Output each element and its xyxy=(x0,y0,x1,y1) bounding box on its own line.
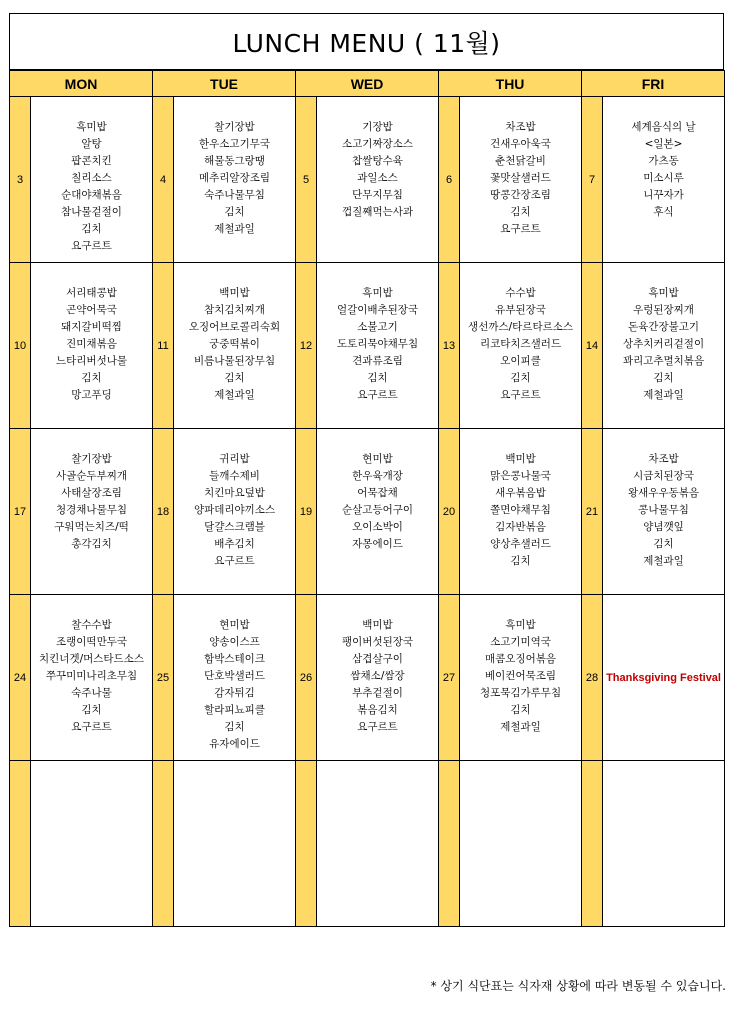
menu-item: 차조밥 xyxy=(648,453,679,465)
menu-calendar xyxy=(9,70,725,927)
menu-item: 왕새우우동볶음 xyxy=(628,487,700,499)
menu-item: 곤약어묵국 xyxy=(66,304,117,316)
menu-cell xyxy=(317,429,439,595)
menu-item-list xyxy=(174,595,295,753)
date-cell: 6 xyxy=(439,97,460,263)
menu-item: 자몽에이드 xyxy=(352,538,403,550)
menu-item: 요구르트 xyxy=(71,240,112,252)
menu-item: 차조밥 xyxy=(505,121,536,133)
menu-item: 백미밥 xyxy=(505,453,536,465)
menu-item: 메추리알장조림 xyxy=(199,172,271,184)
menu-item: 요구르트 xyxy=(500,223,541,235)
menu-item: 새우볶음밥 xyxy=(495,487,546,499)
menu-item: 춘천닭갈비 xyxy=(495,155,546,167)
menu-item: 청경채나물무침 xyxy=(56,504,128,516)
date-cell: 10 xyxy=(10,263,31,429)
menu-item: 후식 xyxy=(653,206,674,218)
menu-cell xyxy=(603,761,725,927)
menu-item: 꽃맛살샐러드 xyxy=(490,172,551,184)
menu-item: 콩나물무침 xyxy=(638,504,689,516)
menu-item: 오이소박이 xyxy=(352,521,403,533)
menu-item: 김치 xyxy=(510,555,531,567)
date-cell: 18 xyxy=(153,429,174,595)
menu-item-list xyxy=(460,761,581,783)
menu-item: 오징어브로콜리숙회 xyxy=(188,321,281,333)
menu-item: 양념깻잎 xyxy=(643,521,684,533)
menu-item: 사골순두부찌개 xyxy=(56,470,128,482)
menu-item: 시금치된장국 xyxy=(633,470,694,482)
weekday-header: WED xyxy=(296,71,439,97)
menu-item-list xyxy=(460,595,581,736)
menu-item: 쌈채소/쌈장 xyxy=(350,670,405,682)
menu-item: 매콤오징어볶음 xyxy=(485,653,557,665)
menu-item: 김치 xyxy=(81,704,102,716)
menu-cell xyxy=(317,263,439,429)
menu-item: 흑미밥 xyxy=(76,121,107,133)
date-cell: 20 xyxy=(439,429,460,595)
menu-cell xyxy=(174,429,296,595)
menu-item: 숙주나물무침 xyxy=(204,189,265,201)
menu-item-list xyxy=(317,97,438,221)
menu-item: 김치 xyxy=(81,372,102,384)
menu-item: 세계음식의 날 xyxy=(631,121,696,133)
menu-item-list xyxy=(603,97,724,221)
menu-item: 김치 xyxy=(224,721,245,733)
date-cell xyxy=(153,761,174,927)
menu-item: 배추김치 xyxy=(214,538,255,550)
menu-item: 니꾸자가 xyxy=(643,189,684,201)
menu-item: 베이컨어묵조림 xyxy=(485,670,557,682)
menu-item: 제철과일 xyxy=(500,721,541,733)
date-cell: 13 xyxy=(439,263,460,429)
menu-item: 오이피클 xyxy=(500,355,541,367)
menu-item: 단무지무침 xyxy=(352,189,403,201)
menu-item: 껍질째먹는사과 xyxy=(342,206,414,218)
menu-item: 단호박샐러드 xyxy=(204,670,265,682)
menu-item: 비름나물된장무침 xyxy=(193,355,276,367)
menu-item: 기장밥 xyxy=(362,121,393,133)
menu-item: 김치 xyxy=(510,704,531,716)
menu-item: 김치 xyxy=(81,223,102,235)
menu-cell xyxy=(603,97,725,263)
menu-cell xyxy=(460,97,582,263)
date-cell: 12 xyxy=(296,263,317,429)
menu-cell xyxy=(460,761,582,927)
menu-cell xyxy=(174,761,296,927)
menu-item-list xyxy=(460,97,581,238)
menu-item: 궁중떡볶이 xyxy=(209,338,260,350)
date-cell xyxy=(296,761,317,927)
menu-item: 요구르트 xyxy=(71,721,112,733)
menu-item-list xyxy=(31,263,152,404)
menu-title: LUNCH MENU ( 11월) xyxy=(9,13,724,70)
date-cell: 5 xyxy=(296,97,317,263)
weekday-header: FRI xyxy=(582,71,725,97)
menu-item: 제철과일 xyxy=(214,389,255,401)
menu-item-list xyxy=(174,761,295,783)
menu-item: 우렁된장찌개 xyxy=(633,304,694,316)
menu-item: 미소시루 xyxy=(643,172,684,184)
date-cell: 17 xyxy=(10,429,31,595)
menu-cell xyxy=(317,97,439,263)
menu-item: 찰기장밥 xyxy=(71,453,112,465)
menu-item: 현미밥 xyxy=(219,619,250,631)
menu-item: 알탕 xyxy=(81,138,102,150)
menu-item-list xyxy=(603,761,724,783)
menu-item-list xyxy=(31,429,152,553)
menu-item: 어묵잡채 xyxy=(357,487,398,499)
menu-item: 소불고기 xyxy=(357,321,398,333)
menu-item-list xyxy=(317,429,438,553)
menu-item: 김치 xyxy=(367,372,388,384)
menu-item: 감자튀김 xyxy=(214,687,255,699)
menu-item: 숙주나물 xyxy=(71,687,112,699)
menu-item: 칠리소스 xyxy=(71,172,112,184)
menu-item: 가츠동 xyxy=(648,155,679,167)
menu-item: 팝콘치킨 xyxy=(71,155,112,167)
menu-item: 해물동그랑땡 xyxy=(204,155,265,167)
menu-item-list xyxy=(317,761,438,783)
menu-item-list xyxy=(31,97,152,255)
menu-item: 구워먹는치즈/떡 xyxy=(54,521,129,533)
date-cell xyxy=(582,761,603,927)
menu-cell xyxy=(174,595,296,761)
menu-item: 들깨수제비 xyxy=(209,470,260,482)
menu-item: 유부된장국 xyxy=(495,304,546,316)
date-cell: 4 xyxy=(153,97,174,263)
menu-item: 제철과일 xyxy=(643,389,684,401)
menu-item: 쫄면야채무침 xyxy=(490,504,551,516)
week-row xyxy=(10,429,725,595)
menu-item: 팽이버섯된장국 xyxy=(342,636,414,648)
menu-item: 양상추샐러드 xyxy=(490,538,551,550)
date-cell xyxy=(439,761,460,927)
menu-item-list xyxy=(460,263,581,404)
menu-item: 달걀스크램블 xyxy=(204,521,265,533)
menu-cell xyxy=(31,595,153,761)
menu-cell xyxy=(603,263,725,429)
menu-item-list xyxy=(31,761,152,783)
week-row xyxy=(10,595,725,761)
menu-item: 청포묵김가루무침 xyxy=(479,687,562,699)
menu-item: 요구르트 xyxy=(357,389,398,401)
menu-item: 흑미밥 xyxy=(648,287,679,299)
menu-item: 함박스테이크 xyxy=(204,653,265,665)
date-cell: 24 xyxy=(10,595,31,761)
menu-item: 사태살장조림 xyxy=(61,487,122,499)
menu-item: 참치김치찌개 xyxy=(204,304,265,316)
weekday-header: TUE xyxy=(153,71,296,97)
menu-item: 맑은콩나물국 xyxy=(490,470,551,482)
menu-item: 한우육개장 xyxy=(352,470,403,482)
menu-item: 요구르트 xyxy=(357,721,398,733)
menu-item: 도토리묵야채무침 xyxy=(336,338,419,350)
menu-item: 양송이스프 xyxy=(209,636,260,648)
menu-cell xyxy=(31,263,153,429)
menu-item: 수수밥 xyxy=(505,287,536,299)
menu-item: 요구르트 xyxy=(500,389,541,401)
menu-item: 얼갈이배추된장국 xyxy=(336,304,419,316)
menu-cell xyxy=(317,595,439,761)
menu-item: 부추겉절이 xyxy=(352,687,403,699)
menu-item: 요구르트 xyxy=(214,555,255,567)
menu-item: 김치 xyxy=(653,372,674,384)
footnote: * 상기 식단표는 식자재 상황에 따라 변동될 수 있습니다. xyxy=(430,979,726,993)
menu-item: 진미채볶음 xyxy=(66,338,117,350)
menu-item: 소고기미역국 xyxy=(490,636,551,648)
date-cell: 26 xyxy=(296,595,317,761)
menu-cell xyxy=(603,429,725,595)
date-cell: 21 xyxy=(582,429,603,595)
menu-cell xyxy=(603,595,725,761)
menu-item: 생선까스/타르타르소스 xyxy=(468,321,574,333)
menu-item: 현미밥 xyxy=(362,453,393,465)
menu-item: 돈육간장불고기 xyxy=(628,321,700,333)
menu-item: 흑미밥 xyxy=(505,619,536,631)
menu-cell xyxy=(460,429,582,595)
menu-item: 참나물겉절이 xyxy=(61,206,122,218)
menu-item: 돼지갈비떡찜 xyxy=(61,321,122,333)
menu-item-list xyxy=(31,595,152,736)
menu-cell xyxy=(174,263,296,429)
menu-item: 제철과일 xyxy=(214,223,255,235)
menu-item: 느타리버섯나물 xyxy=(56,355,128,367)
menu-item: 볶음김치 xyxy=(357,704,398,716)
menu-cell xyxy=(31,429,153,595)
menu-item: 김치 xyxy=(510,206,531,218)
menu-cell xyxy=(460,595,582,761)
menu-item: 백미밥 xyxy=(219,287,250,299)
date-cell: 27 xyxy=(439,595,460,761)
menu-item: 김치 xyxy=(224,206,245,218)
date-cell: 19 xyxy=(296,429,317,595)
menu-item: 제철과일 xyxy=(643,555,684,567)
menu-item: 찰기장밥 xyxy=(214,121,255,133)
menu-sheet xyxy=(9,13,724,927)
special-event-label: Thanksgiving Festival xyxy=(606,671,721,684)
date-cell xyxy=(10,761,31,927)
date-cell: 11 xyxy=(153,263,174,429)
menu-item: 견과류조림 xyxy=(352,355,403,367)
menu-item: 리코타치즈샐러드 xyxy=(479,338,562,350)
menu-cell xyxy=(31,97,153,263)
date-cell: 7 xyxy=(582,97,603,263)
menu-item: 꽈리고추멸치볶음 xyxy=(622,355,705,367)
date-cell: 28 xyxy=(582,595,603,761)
menu-cell xyxy=(174,97,296,263)
menu-item: 쭈꾸미미나리초무침 xyxy=(45,670,138,682)
menu-item: 총각김치 xyxy=(71,538,112,550)
menu-cell xyxy=(460,263,582,429)
menu-item: 서리태콩밥 xyxy=(66,287,117,299)
menu-item: 찰수수밥 xyxy=(71,619,112,631)
menu-item: 양파데리야끼소스 xyxy=(193,504,276,516)
menu-item: 김자반볶음 xyxy=(495,521,546,533)
menu-item-list xyxy=(317,263,438,404)
menu-item: 김치 xyxy=(224,372,245,384)
week-row xyxy=(10,97,725,263)
menu-item: 순대야채볶음 xyxy=(61,189,122,201)
week-row xyxy=(10,263,725,429)
menu-item-list xyxy=(460,429,581,570)
menu-item: 망고푸딩 xyxy=(71,389,112,401)
date-cell: 25 xyxy=(153,595,174,761)
menu-item: 할라피뇨피클 xyxy=(204,704,265,716)
menu-item: 땅콩간장조림 xyxy=(490,189,551,201)
menu-cell xyxy=(317,761,439,927)
menu-item-list xyxy=(174,263,295,404)
menu-item: 귀리밥 xyxy=(219,453,250,465)
menu-item: 상추치커리겉절이 xyxy=(622,338,705,350)
menu-item: 삼겹살구이 xyxy=(352,653,403,665)
menu-item-list xyxy=(174,429,295,570)
menu-item: 김치 xyxy=(510,372,531,384)
menu-item: 유자에이드 xyxy=(209,738,260,750)
menu-item-list xyxy=(317,595,438,736)
menu-cell xyxy=(31,761,153,927)
menu-item: 찹쌀탕수육 xyxy=(352,155,403,167)
menu-item: 흑미밥 xyxy=(362,287,393,299)
date-cell: 3 xyxy=(10,97,31,263)
menu-item: 과일소스 xyxy=(357,172,398,184)
date-cell: 14 xyxy=(582,263,603,429)
menu-item: 한우소고기무국 xyxy=(199,138,271,150)
menu-item-list xyxy=(603,263,724,404)
menu-item: <일본> xyxy=(644,138,683,150)
menu-item: 순살고등어구이 xyxy=(342,504,414,516)
menu-item-list xyxy=(174,97,295,238)
menu-item: 건새우아욱국 xyxy=(490,138,551,150)
weekday-header: THU xyxy=(439,71,582,97)
weekday-header: MON xyxy=(10,71,153,97)
menu-item: 백미밥 xyxy=(362,619,393,631)
menu-item: 치킨너겟/머스타드소스 xyxy=(39,653,144,665)
menu-item: 김치 xyxy=(653,538,674,550)
menu-item-list xyxy=(603,429,724,570)
menu-item: 조랭이떡만두국 xyxy=(56,636,128,648)
menu-item: 소고기짜장소스 xyxy=(342,138,414,150)
week-row xyxy=(10,761,725,927)
weekday-header-row xyxy=(10,71,725,97)
menu-item: 치킨마요덮밥 xyxy=(204,487,265,499)
